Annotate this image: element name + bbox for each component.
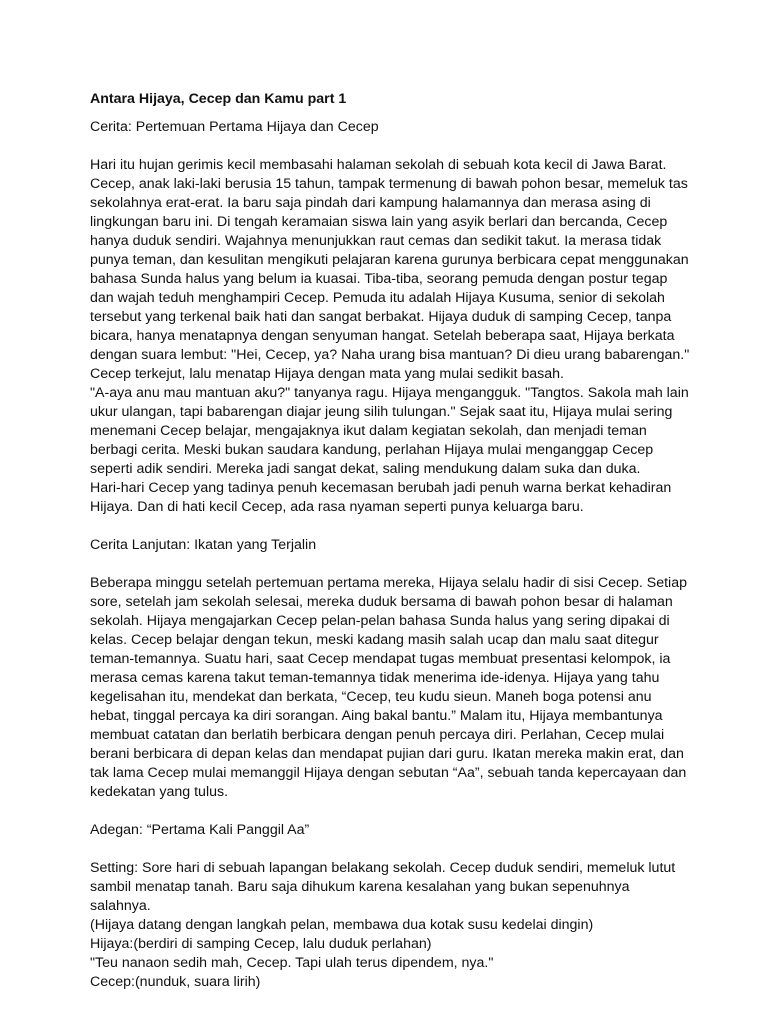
- text-line: hanya duduk sendiri. Wajahnya menunjukkan raut cemas dan sedikit takut. Ia merasa tidak: [90, 233, 662, 249]
- text-line: ukur ulangan, tapi babarengan diajar jeung silih tulungan." Sejak saat itu, Hijaya mulai sering: [90, 404, 673, 420]
- text-line: dan wajah teduh menghampiri Cecep. Pemuda itu adalah Hijaya Kusuma, senior di sekolah: [90, 290, 665, 306]
- text-line: Cecep, anak laki-laki berusia 15 tahun, tampak termenung di bawah pohon besar, memeluk tas: [90, 176, 688, 192]
- text-line: tak lama Cecep mulai memanggil Hijaya dengan sebutan “Aa”, sebuah tanda kepercayaan dan: [90, 765, 687, 781]
- text-line: kegelisahan itu, mendekat dan berkata, “Cecep, teu kudu sieun. Maneh boga potensi anu: [90, 689, 652, 705]
- text-line: Hijaya:(berdiri di samping Cecep, lalu duduk perlahan): [90, 936, 432, 952]
- text-line: Cecep:(nunduk, suara lirih): [90, 974, 261, 990]
- text-line: bicara, hanya menatapnya dengan senyuman hangat. Setelah beberapa saat, Hijaya berkata: [90, 328, 675, 344]
- section-body-1: [90, 156, 690, 517]
- text-line: "Teu nanaon sedih mah, Cecep. Tapi ulah terus dipendem, nya.": [90, 955, 494, 971]
- text-line: membuat catatan dan berlatih berbicara dengan penuh percaya diri. Perlahan, Cecep mulai: [90, 727, 665, 743]
- text-line: Hari-hari Cecep yang tadinya penuh kecemasan berubah jadi penuh warna berkat kehadiran: [90, 480, 672, 496]
- text-line: dengan suara lembut: "Hei, Cecep, ya? Naha urang bisa mantuan? Di dieu urang babarengan.": [90, 347, 690, 363]
- text-line: "A-aya anu mau mantuan aku?" tanyanya ragu. Hijaya mengangguk. "Tangtos. Sakola mah lain: [90, 385, 689, 401]
- text-line: Hari itu hujan gerimis kecil membasahi halaman sekolah di sebuah kota kecil di Jawa Barat.: [90, 157, 667, 173]
- text-line: sambil menatap tanah. Baru saja dihukum karena kesalahan yang bukan sepenuhnya: [90, 879, 630, 895]
- text-line: lingkungan baru ini. Di tengah keramaian siswa lain yang asyik berlari dan bercanda, Cecep: [90, 214, 668, 230]
- section-body-3: [90, 859, 685, 992]
- section-heading-2: Cerita Lanjutan: Ikatan yang Terjalin: [90, 537, 317, 553]
- document-title: Antara Hijaya, Cecep dan Kamu part 1: [90, 91, 347, 107]
- text-line: berani berbicara di depan kelas dan mendapat pujian dari guru. Ikatan mereka makin erat, dan: [90, 746, 684, 762]
- section-body-2: [90, 574, 685, 802]
- text-line: Cecep terkejut, lalu menatap Hijaya dengan mata yang mulai sedikit basah.: [90, 366, 564, 382]
- text-line: berbagi cerita. Meski bukan saudara kandung, perlahan Hijaya mulai menganggap Cecep: [90, 442, 654, 458]
- text-line: sekolahnya erat-erat. Ia baru saja pindah dari kampung halamannya dan merasa asing di: [90, 195, 651, 211]
- section-heading-3: Adegan: “Pertama Kali Panggil Aa”: [90, 822, 310, 838]
- text-line: kelas. Cecep belajar dengan tekun, meski kadang masih salah ucap dan malu saat ditegur: [90, 632, 659, 648]
- section-heading-1: Cerita: Pertemuan Pertama Hijaya dan Cecep: [90, 119, 379, 135]
- text-line: punya teman, dan kesulitan mengikuti pelajaran karena gurunya berbicara cepat menggunakan: [90, 252, 689, 268]
- text-line: tersebut yang terkenal baik hati dan sangat berbakat. Hijaya duduk di samping Cecep, tanpa: [90, 309, 672, 325]
- text-line: salahnya.: [90, 898, 151, 914]
- text-line: kedekatan yang tulus.: [90, 784, 229, 800]
- text-line: sore, setelah jam sekolah selesai, mereka duduk bersama di bawah pohon besar di halaman: [90, 594, 673, 610]
- document-page: [90, 90, 690, 1011]
- text-line: menemani Cecep belajar, mengajaknya ikut dalam kegiatan sekolah, dan menjadi teman: [90, 423, 647, 439]
- text-line: sekolah. Hijaya mengajarkan Cecep pelan-pelan bahasa Sunda halus yang sering dipakai di: [90, 613, 670, 629]
- text-line: merasa cemas karena takut teman-temannya tidak menerima ide-idenya. Hijaya yang tahu: [90, 670, 660, 686]
- text-line: teman-temannya. Suatu hari, saat Cecep mendapat tugas membuat presentasi kelompok, ia: [90, 651, 671, 667]
- text-line: seperti adik sendiri. Mereka jadi sangat dekat, saling mendukung dalam suka dan duka.: [90, 461, 641, 477]
- text-line: (Hijaya datang dengan langkah pelan, membawa dua kotak susu kedelai dingin): [90, 917, 594, 933]
- text-line: Hijaya. Dan di hati kecil Cecep, ada rasa nyaman seperti punya keluarga baru.: [90, 499, 584, 515]
- text-line: bahasa Sunda halus yang belum ia kuasai. Tiba-tiba, seorang pemuda dengan postur tegap: [90, 271, 668, 287]
- text-line: Beberapa minggu setelah pertemuan pertama mereka, Hijaya selalu hadir di sisi Cecep. Setiap: [90, 575, 687, 591]
- text-line: hebat, tinggal percaya ka diri sorangan. Aing bakal bantu.” Malam itu, Hijaya membantunya: [90, 708, 663, 724]
- text-line: Setting: Sore hari di sebuah lapangan belakang sekolah. Cecep duduk sendiri, memeluk lutut: [90, 860, 676, 876]
